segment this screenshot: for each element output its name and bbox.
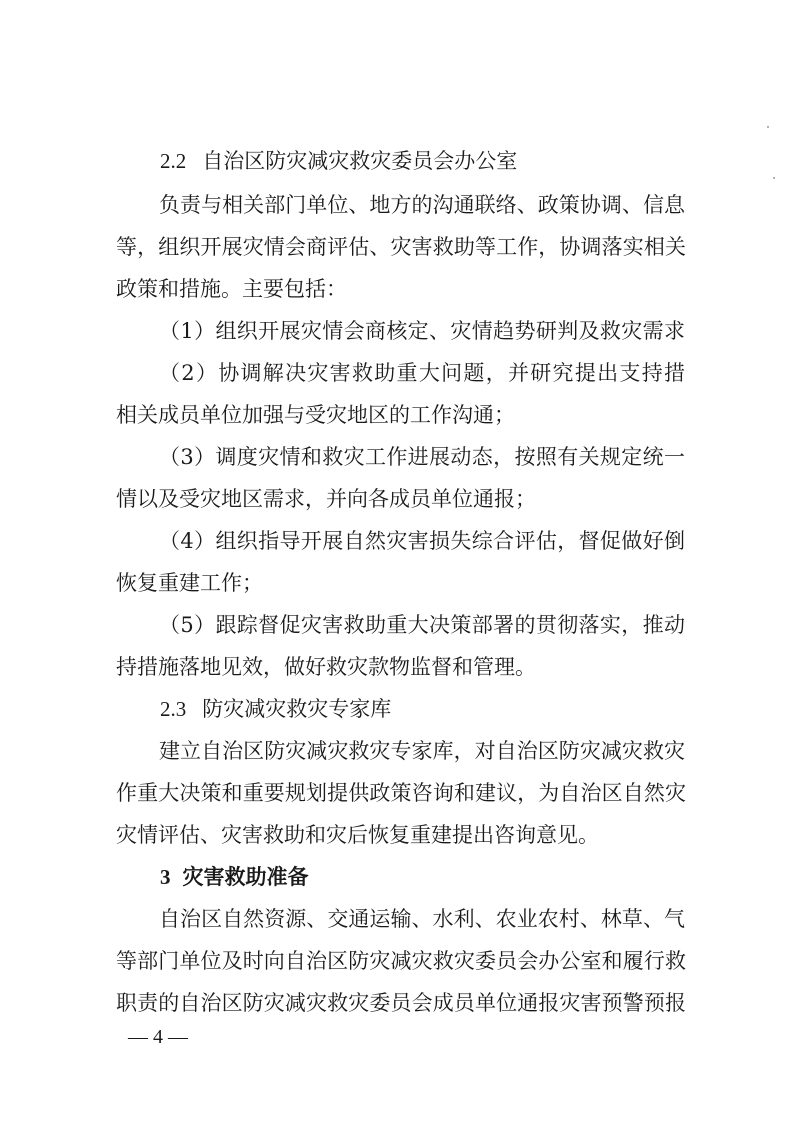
scan-speck	[767, 126, 769, 128]
section-number: 2.3	[160, 697, 187, 721]
section-heading-3	[160, 862, 309, 892]
section-title: 自治区防灾减灾救灾委员会办公室	[202, 149, 518, 173]
paragraph-line: 自治区自然资源、交通运输、水利、农业农村、林草、气	[159, 907, 685, 931]
list-item-3-cont: 情以及受灾地区需求，并向各成员单位通报；	[116, 487, 536, 511]
list-item-2-cont: 相关成员单位加强与受灾地区的工作沟通；	[116, 403, 515, 427]
section-heading-2-2	[160, 146, 517, 176]
section-number: 2.2	[160, 149, 187, 173]
paragraph-line: 职责的自治区防灾减灾救灾委员会成员单位通报灾害预警预报	[116, 991, 686, 1015]
paragraph-line: 建立自治区防灾减灾救灾专家库，对自治区防灾减灾救灾	[159, 739, 685, 763]
list-item-5-cont: 持措施落地见效，做好救灾款物监督和管理。	[116, 655, 536, 679]
paragraph-line: 作重大决策和重要规划提供政策咨询和建议，为自治区自然灾	[116, 781, 686, 805]
page-number: — 4 —	[128, 1026, 188, 1048]
list-item-1: （1）组织开展灾情会商核定、灾情趋势研判及救灾需求	[159, 319, 685, 343]
section-heading-2-3	[160, 694, 391, 724]
list-item-5: （5）跟踪督促灾害救助重大决策部署的贯彻落实，推动	[159, 613, 685, 637]
paragraph-line: 等，组织开展灾情会商评估、灾害救助等工作，协调落实相关	[116, 235, 686, 259]
section-title: 灾害救助准备	[182, 865, 309, 889]
section-title: 防灾减灾救灾专家库	[202, 697, 392, 721]
list-item-2: （2）协调解决灾害救助重大问题，并研究提出支持措	[159, 361, 685, 385]
paragraph-line: 负责与相关部门单位、地方的沟通联络、政策协调、信息	[159, 193, 685, 217]
paragraph-line: 等部门单位及时向自治区防灾减灾救灾委员会办公室和履行救	[116, 949, 686, 973]
paragraph-line: 政策和措施。主要包括：	[116, 277, 347, 301]
list-item-3: （3）调度灾情和救灾工作进展动态，按照有关规定统一	[159, 445, 685, 469]
scan-speck	[773, 177, 775, 179]
list-item-4-cont: 恢复重建工作；	[116, 571, 263, 595]
section-number: 3	[160, 865, 171, 889]
paragraph-line: 灾情评估、灾害救助和灾后恢复重建提出咨询意见。	[116, 823, 599, 847]
list-item-4: （4）组织指导开展自然灾害损失综合评估，督促做好倒	[159, 529, 685, 553]
